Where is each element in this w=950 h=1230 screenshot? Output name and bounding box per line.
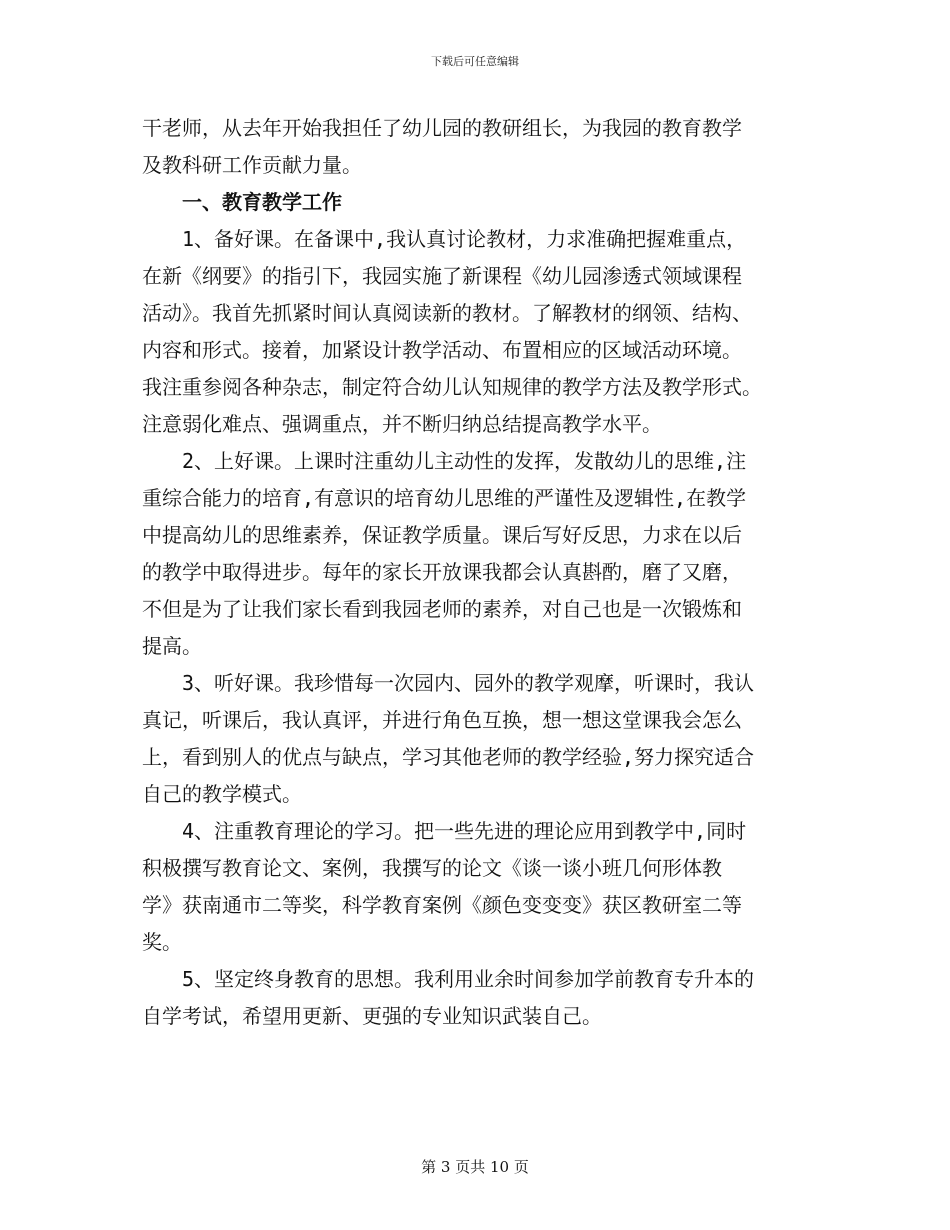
- page-header: 下载后可任意编辑: [431, 55, 519, 68]
- text-line: 在新《纲要》的指引下，我园实施了新课程《幼儿园渗透式领域课程: [142, 264, 742, 288]
- text-line: 1、备好课。在备课中,我认真讨论教材，力求准确把握难重点，: [182, 227, 747, 251]
- text-line: 学》获南通市二等奖，科学教育案例《颜色变变变》获区教研室二等: [142, 893, 742, 917]
- text-line: 5、坚定终身教育的思想。我利用业余时间参加学前教育专升本的: [182, 967, 755, 991]
- text-line: 注意弱化难点、强调重点，并不断归纳总结提高教学水平。: [142, 412, 662, 436]
- text-line: 提高。: [142, 634, 202, 658]
- text-line: 3、听好课。我珍惜每一次园内、园外的教学观摩，听课时，我认: [182, 671, 755, 695]
- text-line: 2、上好课。上课时注重幼儿主动性的发挥，发散幼儿的思维,注: [182, 449, 747, 473]
- section-heading: 一、教育教学工作: [182, 190, 342, 214]
- page-number: 第 3 页共 10 页: [421, 1158, 529, 1176]
- text-line: 上，看到别人的优点与缺点，学习其他老师的教学经验,努力探究适合: [142, 745, 755, 769]
- text-line: 内容和形式。接着，加紧设计教学活动、布置相应的区域活动环境。: [142, 338, 742, 362]
- text-line: 重综合能力的培育,有意识的培育幼儿思维的严谨性及逻辑性,在教学: [142, 486, 747, 510]
- text-line: 的教学中取得进步。每年的家长开放课我都会认真斟酌，磨了又磨，: [142, 560, 742, 584]
- text-line: 不但是为了让我们家长看到我园老师的素养，对自己也是一次锻炼和: [142, 597, 742, 621]
- text-line: 真记，听课后，我认真评，并进行角色互换，想一想这堂课我会怎么: [142, 708, 742, 732]
- text-line: 活动》。我首先抓紧时间认真阅读新的教材。了解教材的纲领、结构、: [142, 301, 752, 325]
- text-line: 我注重参阅各种杂志，制定符合幼儿认知规律的教学方法及教学形式。: [142, 375, 762, 399]
- text-line: 4、注重教育理论的学习。把一些先进的理论应用到教学中,同时: [182, 819, 747, 843]
- body-text: [142, 110, 810, 1035]
- text-line: 干老师，从去年开始我担任了幼儿园的教研组长，为我园的教育教学: [142, 116, 742, 140]
- text-line: 积极撰写教育论文、案例，我撰写的论文《谈一谈小班几何形体教: [142, 856, 722, 880]
- text-line: 奖。: [142, 930, 182, 954]
- text-line: 自学考试，希望用更新、更强的专业知识武装自己。: [142, 1004, 602, 1028]
- text-line: 及教科研工作贡献力量。: [142, 153, 362, 177]
- text-line: 中提高幼儿的思维素养，保证教学质量。课后写好反思，力求在以后: [142, 523, 742, 547]
- text-line: 自己的教学模式。: [142, 782, 302, 806]
